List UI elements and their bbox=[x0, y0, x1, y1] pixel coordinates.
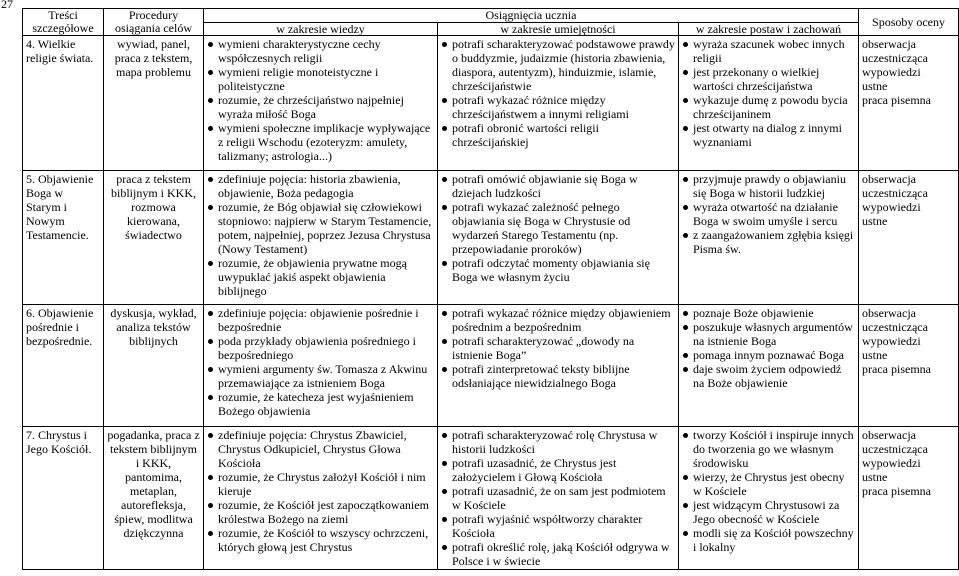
assessment-item: ustne bbox=[862, 79, 888, 93]
procedures-cell: dyskusja, wykład, analiza tekstów biblijnych bbox=[104, 305, 204, 427]
assessment-item: wypowiedzi bbox=[862, 200, 921, 214]
procedures-cell: praca z tekstem biblijnym i KKK, rozmowa kierowana, świadectwo bbox=[104, 171, 204, 305]
list-item: wyraża szacunek wobec innych religii bbox=[682, 37, 855, 65]
list-item: potrafi zinterpretować teksty biblijne odsłaniające niewidzialnego Boga bbox=[441, 362, 675, 390]
list-item: pomaga innym poznawać Boga bbox=[682, 348, 855, 362]
assessment-item: praca pisemna bbox=[862, 484, 931, 498]
list-item: wymieni charakterystyczne cechy współczesnych religii bbox=[207, 37, 434, 65]
assessment-item: uczestnicząca bbox=[862, 320, 928, 334]
table-body bbox=[23, 36, 959, 570]
table-row bbox=[23, 427, 959, 570]
skills-cell bbox=[438, 171, 679, 305]
list-item: potrafi wykazać różnice między chrześcijaństwem a innymi religiami bbox=[441, 93, 675, 121]
curriculum-table bbox=[22, 8, 959, 570]
topic-cell: 7. Chrystus i Jego Kościół. bbox=[23, 427, 104, 570]
attitudes-cell bbox=[679, 427, 859, 570]
list-item: potrafi uzasadnić, że Chrystus jest założycielem i Głową Kościoła bbox=[441, 456, 675, 484]
attitudes-cell bbox=[679, 305, 859, 427]
knowledge-cell bbox=[204, 305, 438, 427]
table-row bbox=[23, 305, 959, 427]
list-item: rozumie, że Bóg objawiał się człowiekowi stopniowo: najpierw w Starym Testamencie, potem, najpełniej, poprzez Jezusa Chrystusa (Nowy Testament) bbox=[207, 200, 434, 256]
list-item: rozumie, że chrześcijaństwo najpełniej wyraża miłość Boga bbox=[207, 93, 434, 121]
list-item: potrafi wykazać różnice między objawieniem pośrednim a bezpośrednim bbox=[441, 306, 675, 334]
list-item: wymieni religie monoteistyczne i politeistyczne bbox=[207, 65, 434, 93]
header-attitudes: w zakresie postaw i zachowań bbox=[679, 23, 859, 36]
procedures-cell: wywiad, panel, praca z tekstem, mapa problemu bbox=[104, 36, 204, 171]
list-item: zdefiniuje pojęcia: historia zbawienia, objawienie, Boża pedagogia bbox=[207, 172, 434, 200]
header-skills: w zakresie umiejętności bbox=[438, 23, 679, 36]
list-item: potrafi określić rolę, jaką Kościół odgrywa w Polsce i w świecie bbox=[441, 540, 675, 568]
assessment-cell bbox=[859, 171, 959, 305]
list-item: potrafi uzasadnić, że on sam jest podmiotem w Kościele bbox=[441, 484, 675, 512]
topic-cell: 6. Objawienie pośrednie i bezpośrednie. bbox=[23, 305, 104, 427]
knowledge-cell bbox=[204, 36, 438, 171]
assessment-cell bbox=[859, 427, 959, 570]
assessment-item: wypowiedzi bbox=[862, 65, 921, 79]
assessment-cell bbox=[859, 36, 959, 171]
assessment-item: wypowiedzi bbox=[862, 334, 921, 348]
list-item: zdefiniuje pojęcia: Chrystus Zbawiciel, Chrystus Odkupiciel, Chrystus Głowa Kościoła bbox=[207, 428, 434, 470]
assessment-item: praca pisemna bbox=[862, 93, 931, 107]
list-item: wierzy, że Chrystus jest obecny w Kościele bbox=[682, 470, 855, 498]
list-item: rozumie, że Kościół jest zapoczątkowaniem królestwa Bożego na ziemi bbox=[207, 498, 434, 526]
assessment-item: uczestnicząca bbox=[862, 186, 928, 200]
list-item: modli się za Kościół powszechny i lokalny bbox=[682, 526, 855, 554]
list-item: potrafi scharakteryzować podstawowe prawdy o buddyzmie, judaizmie (historia zbawienia, diaspora, autentyzm), hinduizmie, islamie, chrześcijaństwie bbox=[441, 37, 675, 93]
topic-cell: 5. Objawienie Boga w Starym i Nowym Testamencie. bbox=[23, 171, 104, 305]
topic-cell: 4. Wielkie religie świata. bbox=[23, 36, 104, 171]
assessment-item: obserwacja bbox=[862, 172, 916, 186]
list-item: wyraża otwartość na działanie Boga w swoim umyśle i sercu bbox=[682, 200, 855, 228]
skills-cell bbox=[438, 305, 679, 427]
list-item: jest widzącym Chrystusowi za Jego obecność w Kościele bbox=[682, 498, 855, 526]
list-item: rozumie, że Chrystus założył Kościół i nim kieruje bbox=[207, 470, 434, 498]
attitudes-cell bbox=[679, 36, 859, 171]
header-procedures: Procedury osiągania celów bbox=[104, 9, 204, 36]
assessment-item: wypowiedzi bbox=[862, 456, 921, 470]
list-item: potrafi omówić objawianie się Boga w dziejach ludzkości bbox=[441, 172, 675, 200]
list-item: jest przekonany o wielkiej wartości chrześcijaństwa bbox=[682, 65, 855, 93]
assessment-item: ustne bbox=[862, 470, 888, 484]
list-item: poszukuje własnych argumentów na istnienie Boga bbox=[682, 320, 855, 348]
list-item: przyjmuje prawdy o objawianiu się Boga w historii ludzkiej bbox=[682, 172, 855, 200]
knowledge-cell bbox=[204, 171, 438, 305]
assessment-item: uczestnicząca bbox=[862, 51, 928, 65]
list-item: potrafi odczytać momenty objawiania się Boga we własnym życiu bbox=[441, 256, 675, 284]
header-assessment: Sposoby oceny bbox=[859, 9, 959, 36]
list-item: daje swoim życiem odpowiedź na Boże objawienie bbox=[682, 362, 855, 390]
list-item: jest otwarty na dialog z innymi wyznaniami bbox=[682, 121, 855, 149]
procedures-cell: pogadanka, praca z tekstem biblijnym i KKK, pantomima, metaplan, autorefleksja, śpiew, modlitwa dziękczynna bbox=[104, 427, 204, 570]
list-item: potrafi scharakteryzować „dowody na istnienie Boga” bbox=[441, 334, 675, 362]
list-item: potrafi wyjaśnić współtworzy charakter Kościoła bbox=[441, 512, 675, 540]
assessment-item: obserwacja bbox=[862, 306, 916, 320]
list-item: potrafi scharakteryzować rolę Chrystusa w historii ludzkości bbox=[441, 428, 675, 456]
list-item: rozumie, że katecheza jest wyjaśnieniem Bożego objawienia bbox=[207, 390, 434, 418]
attitudes-cell bbox=[679, 171, 859, 305]
page-number: 27 bbox=[1, 0, 13, 11]
list-item: rozumie, że objawienia prywatne mogą uwypuklać jakiś aspekt objawienia biblijnego bbox=[207, 256, 434, 298]
list-item: potrafi obronić wartości religii chrześcijańskiej bbox=[441, 121, 675, 149]
list-item: wymieni społeczne implikacje wypływające z religii Wschodu (ezoteryzm: amulety, talizmany; astrologia...) bbox=[207, 121, 434, 163]
table-row bbox=[23, 171, 959, 305]
list-item: tworzy Kościół i inspiruje innych do tworzenia go we własnym środowisku bbox=[682, 428, 855, 470]
header-knowledge: w zakresie wiedzy bbox=[204, 23, 438, 36]
list-item: wymieni argumenty św. Tomasza z Akwinu przemawiające za istnieniem Boga bbox=[207, 362, 434, 390]
assessment-item: uczestnicząca bbox=[862, 442, 928, 456]
assessment-cell bbox=[859, 305, 959, 427]
table-row bbox=[23, 36, 959, 171]
assessment-item: ustne bbox=[862, 348, 888, 362]
list-item: poda przykłady objawienia pośredniego i bezpośredniego bbox=[207, 334, 434, 362]
list-item: z zaangażowaniem zgłębia księgi Pisma św. bbox=[682, 228, 855, 256]
header-achievements: Osiągnięcia ucznia bbox=[204, 9, 859, 23]
knowledge-cell bbox=[204, 427, 438, 570]
list-item: zdefiniuje pojęcia: objawienie pośrednie i bezpośrednie bbox=[207, 306, 434, 334]
header-topics: Treści szczegółowe bbox=[23, 9, 104, 36]
assessment-item: ustne bbox=[862, 214, 888, 228]
list-item: rozumie, że Kościół to wszyscy ochrzczeni, których głową jest Chrystus bbox=[207, 526, 434, 554]
list-item: potrafi wykazać zależność pełnego objawiania się Boga w Chrystusie od wydarzeń Starego Testamentu (np. przepowiadanie proroków) bbox=[441, 200, 675, 256]
skills-cell bbox=[438, 36, 679, 171]
assessment-item: obserwacja bbox=[862, 428, 916, 442]
skills-cell bbox=[438, 427, 679, 570]
list-item: wykazuje dumę z powodu bycia chrześcijaninem bbox=[682, 93, 855, 121]
assessment-item: obserwacja bbox=[862, 37, 916, 51]
list-item: poznaje Boże objawienie bbox=[682, 306, 855, 320]
assessment-item: praca pisemna bbox=[862, 362, 931, 376]
